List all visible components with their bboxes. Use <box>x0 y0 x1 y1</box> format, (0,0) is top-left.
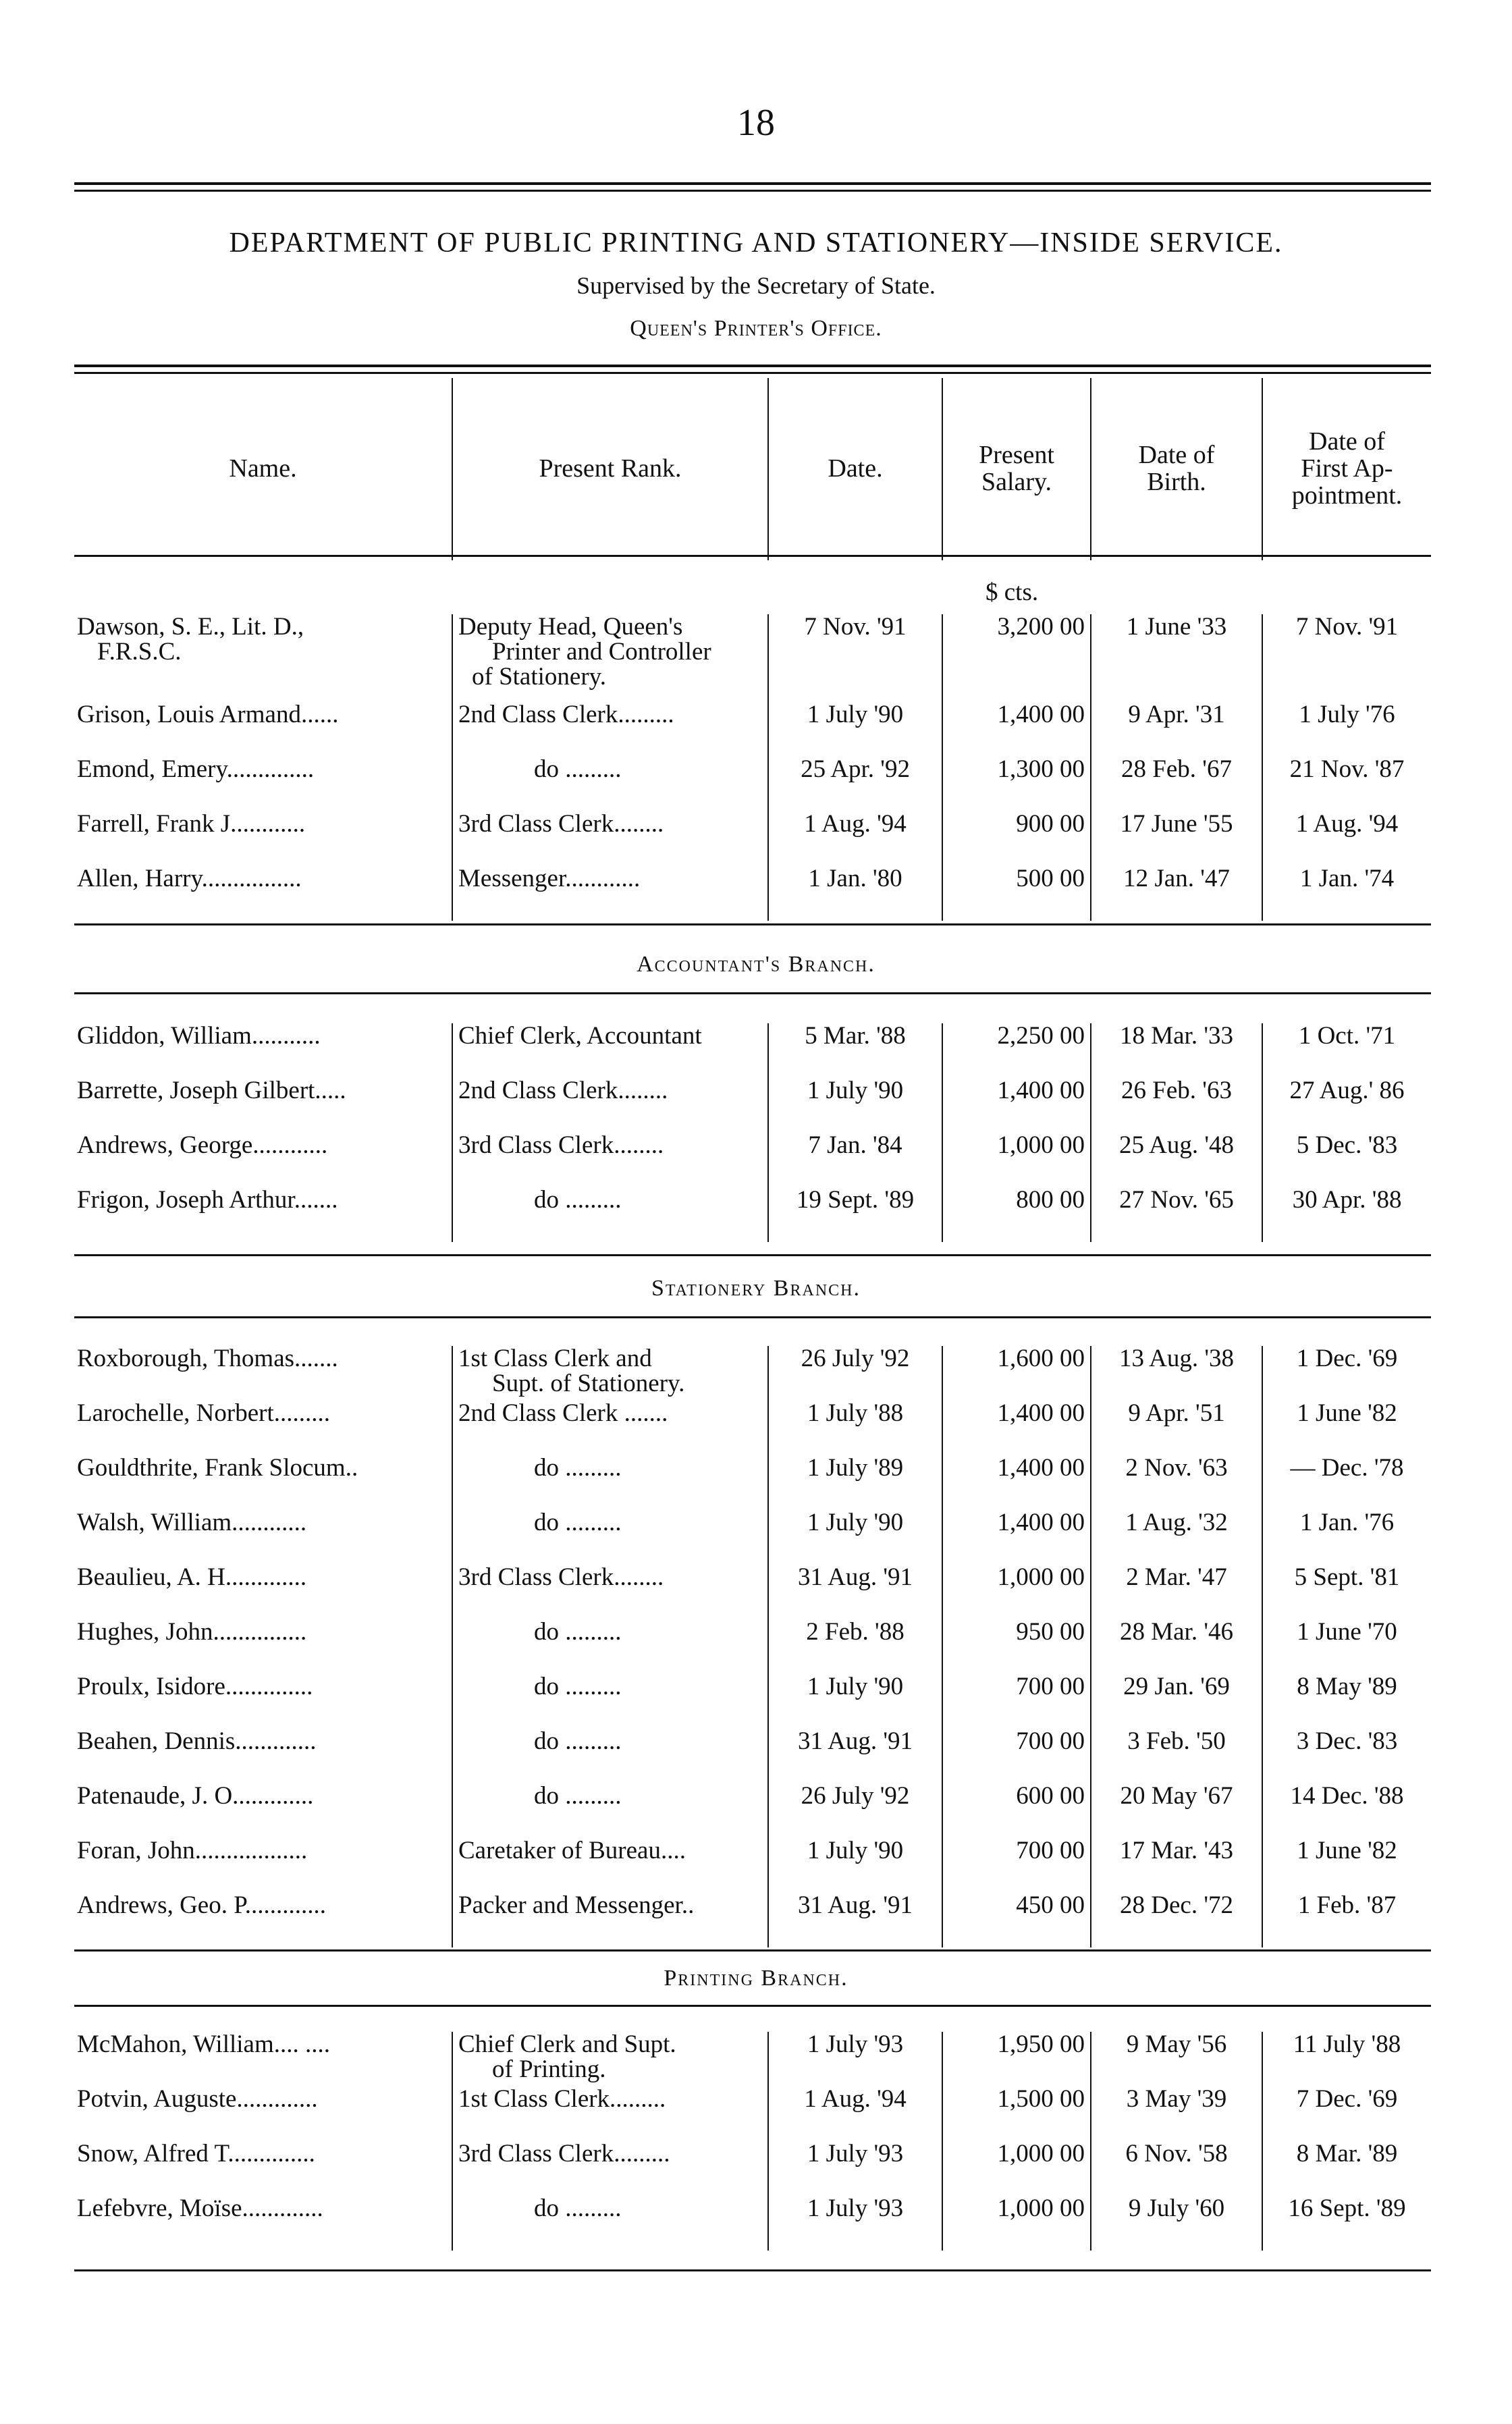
office-table <box>74 614 1431 921</box>
cell-date: 1 July '90 <box>768 1510 942 1565</box>
cell-salary: 1,300 00 <box>942 757 1091 811</box>
cell-salary: 1,950 00 <box>942 2032 1091 2086</box>
cell-date: 25 Apr. '92 <box>768 757 942 811</box>
cell-date: 2 Feb. '88 <box>768 1619 942 1674</box>
cell-first: 27 Aug.' 86 <box>1262 1078 1431 1133</box>
cell-rank: 1st Class Clerk......... <box>452 2086 768 2141</box>
cell-salary: 3,200 00 <box>942 614 1091 702</box>
cell-first: 14 Dec. '88 <box>1262 1783 1431 1838</box>
cell-first: 1 June '82 <box>1262 1401 1431 1455</box>
cell-date: 31 Aug. '91 <box>768 1729 942 1783</box>
accountant-table <box>74 1023 1431 1242</box>
cell-date: 7 Nov. '91 <box>768 614 942 702</box>
cell-birth: 25 Aug. '48 <box>1091 1133 1262 1187</box>
cell-name: Potvin, Auguste............. <box>77 2086 318 2113</box>
cell-first: 1 June '70 <box>1262 1619 1431 1674</box>
cell-salary: 1,400 00 <box>942 702 1091 757</box>
cell-birth: 9 Apr. '31 <box>1091 702 1262 757</box>
cell-rank: do ......... <box>452 1674 768 1729</box>
cell-first: 1 Feb. '87 <box>1262 1893 1431 1947</box>
cell-birth: 20 May '67 <box>1091 1783 1262 1838</box>
table-row <box>74 757 1431 811</box>
cell-first: 11 July '88 <box>1262 2032 1431 2086</box>
table-row <box>74 1674 1431 1729</box>
top-double-rule <box>74 182 1431 192</box>
cell-salary: 450 00 <box>942 1893 1091 1947</box>
cell-rank: 3rd Class Clerk........ <box>452 1133 768 1187</box>
cell-salary: 2,250 00 <box>942 1023 1091 1078</box>
cell-name: Gouldthrite, Frank Slocum.. <box>77 1455 358 1482</box>
cell-date: 26 July '92 <box>768 1783 942 1838</box>
cell-rank: do ......... <box>452 1783 768 1838</box>
cell-date: 5 Mar. '88 <box>768 1023 942 1078</box>
cell-birth: 9 May '56 <box>1091 2032 1262 2086</box>
office-title: Queen's Printer's Office. <box>630 316 882 341</box>
cell-first: 7 Nov. '91 <box>1262 614 1431 702</box>
cell-birth: 26 Feb. '63 <box>1091 1078 1262 1133</box>
cell-name: Beaulieu, A. H............. <box>77 1565 307 1591</box>
table-row <box>74 2086 1431 2141</box>
cell-name: Frigon, Joseph Arthur....... <box>77 1187 338 1214</box>
cell-date: 1 July '90 <box>768 702 942 757</box>
cell-rank: Packer and Messenger.. <box>452 1893 768 1947</box>
cell-birth: 28 Dec. '72 <box>1091 1893 1262 1947</box>
cell-rank: do ......... <box>452 1455 768 1510</box>
table-row <box>74 2196 1431 2251</box>
cell-date: 1 July '89 <box>768 1455 942 1510</box>
cell-birth: 3 May '39 <box>1091 2086 1262 2141</box>
cell-first: 3 Dec. '83 <box>1262 1729 1431 1783</box>
cell-name: Grison, Louis Armand...... <box>77 702 339 728</box>
name-line: F.R.S.C. <box>97 638 182 666</box>
salary-unit: $ cts. <box>986 578 1039 606</box>
cell-birth: 12 Jan. '47 <box>1091 866 1262 921</box>
cell-date: 19 Sept. '89 <box>768 1187 942 1242</box>
cell-salary: 800 00 <box>942 1187 1091 1242</box>
cell-salary: 1,000 00 <box>942 1133 1091 1187</box>
cell-first: 21 Nov. '87 <box>1262 757 1431 811</box>
page-number: 18 <box>737 102 775 144</box>
column-header <box>74 378 1431 560</box>
cell-name: Larochelle, Norbert......... <box>77 1401 330 1427</box>
col-first-line: First Ap- <box>1301 454 1393 483</box>
section-rule <box>74 1949 1431 1951</box>
cell-rank: do ......... <box>452 1729 768 1783</box>
col-rank-header: Present Rank. <box>452 378 768 560</box>
cell-rank: Chief Clerk, Accountant <box>452 1023 768 1078</box>
cell-salary: 1,600 00 <box>942 1346 1091 1401</box>
cell-salary: 950 00 <box>942 1619 1091 1674</box>
section-rule <box>74 1254 1431 1256</box>
cell-name: Gliddon, William........... <box>77 1023 321 1050</box>
page-subtitle: Supervised by the Secretary of State. <box>576 272 936 299</box>
cell-birth: 18 Mar. '33 <box>1091 1023 1262 1078</box>
col-birth-line: Birth. <box>1147 468 1206 496</box>
cell-rank <box>452 614 768 702</box>
cell-name: Proulx, Isidore.............. <box>77 1674 313 1700</box>
rank-line: 1st Class Clerk and <box>458 1346 652 1372</box>
cell-birth: 17 June '55 <box>1091 811 1262 866</box>
cell-birth: 13 Aug. '38 <box>1091 1346 1262 1401</box>
cell-name: Roxborough, Thomas....... <box>77 1346 338 1372</box>
cell-first: 1 Jan. '76 <box>1262 1510 1431 1565</box>
section-title-printing: Printing Branch. <box>664 1966 848 1991</box>
table-row <box>74 1346 1431 1401</box>
cell-first: — Dec. '78 <box>1262 1455 1431 1510</box>
table-row <box>74 2141 1431 2196</box>
table-row <box>74 1023 1431 1078</box>
cell-date: 1 July '88 <box>768 1401 942 1455</box>
col-salary-header <box>942 378 1091 560</box>
cell-date: 1 July '90 <box>768 1078 942 1133</box>
cell-date: 1 July '93 <box>768 2032 942 2086</box>
cell-name: Andrews, Geo. P............. <box>77 1893 326 1919</box>
table-row <box>74 1565 1431 1619</box>
rank-line: Deputy Head, Queen's <box>458 614 683 641</box>
rank-line: Printer and Controller <box>492 638 711 666</box>
cell-date: 1 Jan. '80 <box>768 866 942 921</box>
cell-first: 1 June '82 <box>1262 1838 1431 1893</box>
cell-first: 8 May '89 <box>1262 1674 1431 1729</box>
cell-first: 16 Sept. '89 <box>1262 2196 1431 2251</box>
cell-name <box>74 614 452 702</box>
table-row <box>74 1838 1431 1893</box>
cell-salary: 1,000 00 <box>942 1565 1091 1619</box>
printing-table <box>74 2032 1431 2251</box>
cell-first: 1 July '76 <box>1262 702 1431 757</box>
cell-name: McMahon, William.... .... <box>77 2032 330 2058</box>
cell-first: 7 Dec. '69 <box>1262 2086 1431 2141</box>
cell-first: 30 Apr. '88 <box>1262 1187 1431 1242</box>
header-bottom-rule <box>74 555 1431 557</box>
cell-salary: 900 00 <box>942 811 1091 866</box>
section-title-stationery: Stationery Branch. <box>651 1276 861 1301</box>
cell-birth: 27 Nov. '65 <box>1091 1187 1262 1242</box>
bottom-rule <box>74 2269 1431 2271</box>
cell-birth: 9 Apr. '51 <box>1091 1401 1262 1455</box>
section-rule <box>74 1316 1431 1318</box>
cell-rank <box>452 1346 768 1401</box>
col-first-line: Date of <box>1309 427 1385 456</box>
section-rule <box>74 923 1431 925</box>
cell-name: Beahen, Dennis............. <box>77 1729 317 1755</box>
cell-name: Hughes, John............... <box>77 1619 307 1646</box>
table-row <box>74 1401 1431 1455</box>
cell-name: Farrell, Frank J............ <box>77 811 306 838</box>
cell-date: 1 July '90 <box>768 1674 942 1729</box>
col-first-header <box>1262 378 1431 560</box>
cell-salary: 1,000 00 <box>942 2196 1091 2251</box>
cell-birth: 28 Feb. '67 <box>1091 757 1262 811</box>
cell-date: 1 Aug. '94 <box>768 2086 942 2141</box>
cell-date: 31 Aug. '91 <box>768 1565 942 1619</box>
cell-birth: 17 Mar. '43 <box>1091 1838 1262 1893</box>
cell-date: 1 July '93 <box>768 2196 942 2251</box>
cell-name: Barrette, Joseph Gilbert..... <box>77 1078 346 1104</box>
cell-rank: 3rd Class Clerk........ <box>452 1565 768 1619</box>
name-line: Dawson, S. E., Lit. D., <box>77 614 304 641</box>
cell-first: 5 Dec. '83 <box>1262 1133 1431 1187</box>
cell-name: Walsh, William............ <box>77 1510 307 1536</box>
cell-salary: 600 00 <box>942 1783 1091 1838</box>
col-birth-line: Date of <box>1138 441 1215 470</box>
cell-rank: do ......... <box>452 1187 768 1242</box>
cell-rank: 2nd Class Clerk......... <box>452 702 768 757</box>
cell-birth: 1 June '33 <box>1091 614 1262 702</box>
cell-birth: 6 Nov. '58 <box>1091 2141 1262 2196</box>
cell-rank: 3rd Class Clerk......... <box>452 2141 768 2196</box>
cell-birth: 2 Mar. '47 <box>1091 1565 1262 1619</box>
table-row <box>74 1783 1431 1838</box>
table-row <box>74 1133 1431 1187</box>
cell-name: Patenaude, J. O............. <box>77 1783 314 1810</box>
section-rule <box>74 2005 1431 2007</box>
cell-salary: 500 00 <box>942 866 1091 921</box>
cell-rank: do ......... <box>452 1619 768 1674</box>
cell-rank: 3rd Class Clerk........ <box>452 811 768 866</box>
cell-rank: 2nd Class Clerk........ <box>452 1078 768 1133</box>
cell-birth: 29 Jan. '69 <box>1091 1674 1262 1729</box>
cell-first: 8 Mar. '89 <box>1262 2141 1431 2196</box>
table-row <box>74 614 1431 702</box>
cell-name: Andrews, George............ <box>77 1133 328 1159</box>
page-title: DEPARTMENT OF PUBLIC PRINTING AND STATIONERY—INSIDE SERVICE. <box>229 227 1283 259</box>
cell-name: Snow, Alfred T.............. <box>77 2141 315 2167</box>
cell-date: 31 Aug. '91 <box>768 1893 942 1947</box>
cell-rank: do ......... <box>452 2196 768 2251</box>
rank-line: of Stationery. <box>472 663 607 691</box>
table-row <box>74 2032 1431 2086</box>
cell-birth: 1 Aug. '32 <box>1091 1510 1262 1565</box>
cell-birth: 3 Feb. '50 <box>1091 1729 1262 1783</box>
table-row <box>74 1619 1431 1674</box>
cell-salary: 700 00 <box>942 1838 1091 1893</box>
cell-rank: do ......... <box>452 1510 768 1565</box>
cell-first: 1 Jan. '74 <box>1262 866 1431 921</box>
table-row <box>74 1187 1431 1242</box>
cell-name: Allen, Harry................ <box>77 866 302 892</box>
cell-rank: 2nd Class Clerk ....... <box>452 1401 768 1455</box>
table-row <box>74 1455 1431 1510</box>
cell-rank: do ......... <box>452 757 768 811</box>
col-first-line: pointment. <box>1291 481 1403 510</box>
rank-line: of Printing. <box>492 2055 606 2083</box>
cell-date: 1 July '93 <box>768 2141 942 2196</box>
cell-first: 1 Dec. '69 <box>1262 1346 1431 1401</box>
col-name-header: Name. <box>229 454 297 483</box>
table-row <box>74 1893 1431 1947</box>
header-top-rule <box>74 365 1431 374</box>
cell-salary: 1,000 00 <box>942 2141 1091 2196</box>
cell-birth: 28 Mar. '46 <box>1091 1619 1262 1674</box>
table-row <box>74 1510 1431 1565</box>
col-salary-line: Salary. <box>981 468 1052 496</box>
col-salary-line: Present <box>979 441 1054 470</box>
cell-date: 1 July '90 <box>768 1838 942 1893</box>
cell-date: 7 Jan. '84 <box>768 1133 942 1187</box>
cell-salary: 1,400 00 <box>942 1078 1091 1133</box>
section-title-accountant: Accountant's Branch. <box>637 952 875 977</box>
cell-rank: Caretaker of Bureau.... <box>452 1838 768 1893</box>
cell-date: 26 July '92 <box>768 1346 942 1401</box>
stationery-table <box>74 1346 1431 1947</box>
cell-name: Foran, John.................. <box>77 1838 308 1864</box>
cell-rank: Messenger............ <box>452 866 768 921</box>
cell-salary: 1,400 00 <box>942 1401 1091 1455</box>
col-date-header: Date. <box>768 378 942 560</box>
cell-rank <box>452 2032 768 2086</box>
cell-birth: 2 Nov. '63 <box>1091 1455 1262 1510</box>
cell-salary: 1,400 00 <box>942 1510 1091 1565</box>
table-row <box>74 811 1431 866</box>
rank-line: Chief Clerk and Supt. <box>458 2032 676 2058</box>
rank-line: Supt. of Stationery. <box>492 1370 685 1397</box>
cell-salary: 1,400 00 <box>942 1455 1091 1510</box>
table-row <box>74 1729 1431 1783</box>
cell-first: 5 Sept. '81 <box>1262 1565 1431 1619</box>
cell-salary: 700 00 <box>942 1729 1091 1783</box>
section-rule <box>74 992 1431 994</box>
cell-name: Emond, Emery.............. <box>77 757 315 783</box>
cell-name: Lefebvre, Moïse............. <box>77 2196 323 2222</box>
cell-birth: 9 July '60 <box>1091 2196 1262 2251</box>
table-row <box>74 1078 1431 1133</box>
table-row <box>74 702 1431 757</box>
cell-first: 1 Aug. '94 <box>1262 811 1431 866</box>
cell-first: 1 Oct. '71 <box>1262 1023 1431 1078</box>
cell-salary: 700 00 <box>942 1674 1091 1729</box>
table-row <box>74 866 1431 921</box>
col-birth-header <box>1091 378 1262 560</box>
cell-salary: 1,500 00 <box>942 2086 1091 2141</box>
cell-date: 1 Aug. '94 <box>768 811 942 866</box>
